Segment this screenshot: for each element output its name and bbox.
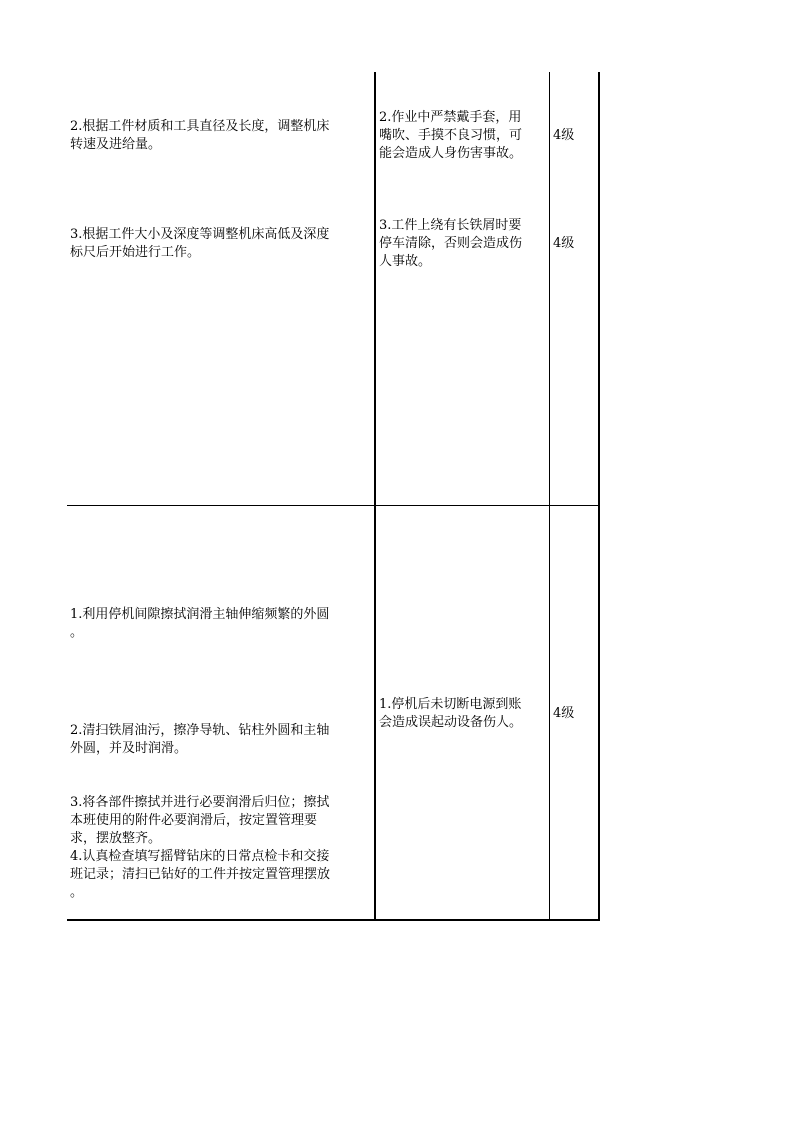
- risk-level: 4级: [553, 128, 575, 143]
- step-text: 1.利用停机间隙擦拭润滑主轴伸缩频繁的外圆 。: [70, 607, 330, 640]
- step-text: 3.根据工件大小及深度等调整机床高低及深度 标尺后开始进行工作。: [70, 227, 330, 260]
- step-text: 2.根据工件材质和工具直径及长度，调整机床 转速及进给量。: [70, 119, 330, 152]
- column-divider-left: [374, 72, 376, 920]
- risk-text: 2.作业中严禁戴手套，用 嘴吹、手摸不良习惯，可 能会造成人身伤害事故。: [379, 110, 523, 161]
- column-divider-middle: [549, 72, 550, 920]
- risk-level: 4级: [553, 236, 575, 251]
- risk-text: 3.工件上绕有长铁屑时要 停车清除，否则会造成伤 人事故。: [379, 218, 523, 269]
- step-text: 2.清扫铁屑油污，擦净导轨、钻柱外圆和主轴 外圆，并及时润滑。: [70, 723, 330, 756]
- table-bottom-border: [67, 919, 600, 921]
- risk-text: 1.停机后未切断电源到账 会造成误起动设备伤人。: [379, 697, 523, 730]
- step-text: 3.将各部件擦拭并进行必要润滑后归位；擦拭 本班使用的附件必要润滑后，按定置管理要 求，摆放整齐。 4.认真检查填写摇臂钻床的日常点检卡和交接 班记录；清扫已钻好的工件并按定置管理摆放 。: [70, 795, 331, 900]
- risk-level: 4级: [553, 706, 575, 721]
- column-divider-right: [598, 72, 600, 920]
- row-divider: [67, 505, 600, 506]
